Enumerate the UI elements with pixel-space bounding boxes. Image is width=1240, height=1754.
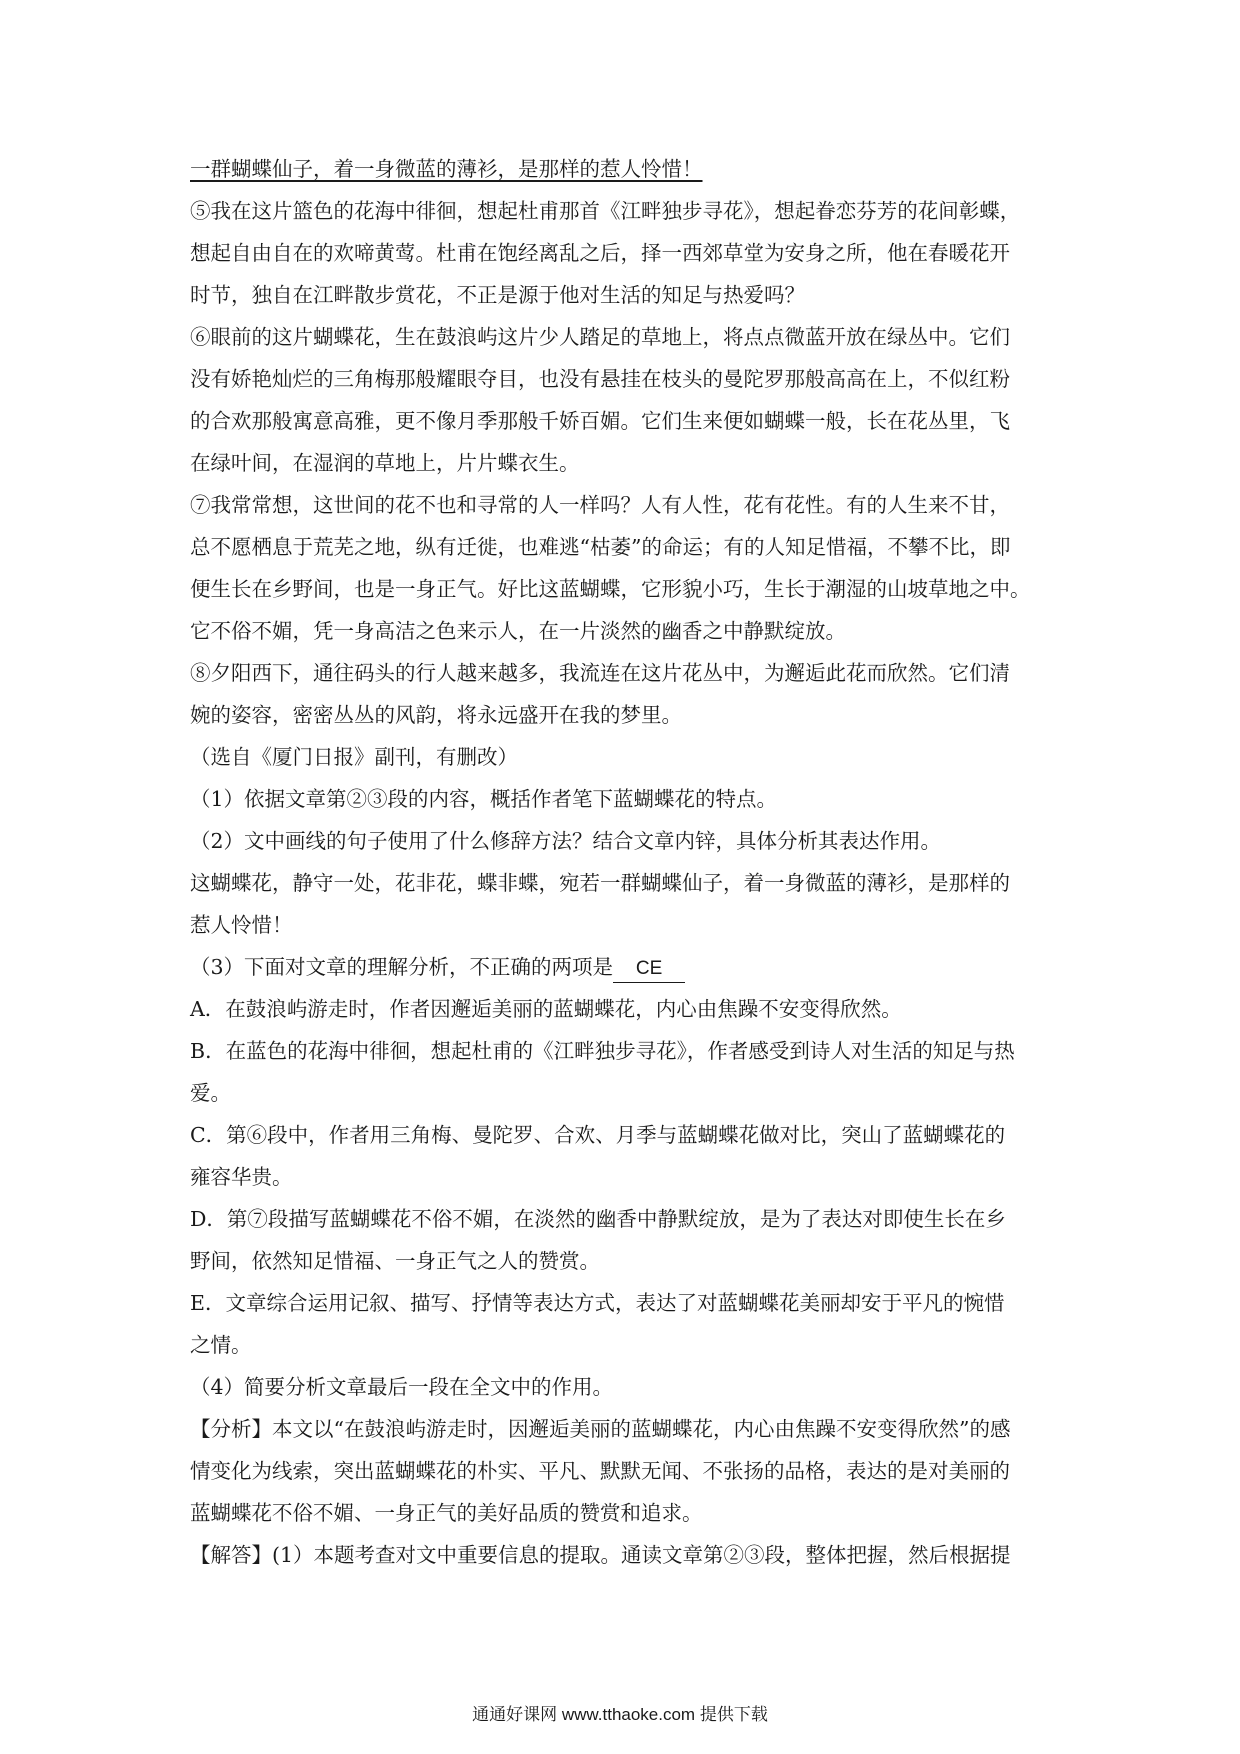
option-e-line-2: 之情。 — [190, 1333, 252, 1357]
option-c-line-2: 雍容华贵。 — [190, 1165, 293, 1189]
underlined-sentence: 一群蝴蝶仙子，着一身微蓝的薄衫，是那样的惹人怜惜！ — [190, 157, 703, 181]
option-d-line-1: D．第⑦段描写蓝蝴蝶花不俗不媚，在淡然的幽香中静默绽放，是为了表达对即使生长在乡 — [190, 1207, 1006, 1231]
analysis-line-2: 情变化为线索，突出蓝蝴蝶花的朴实、平凡、默默无闻、不张扬的品格，表达的是对美丽的 — [190, 1459, 1010, 1483]
solution-line-1: 【解答】(1）本题考查对文中重要信息的提取。通读文章第②③段，整体把握，然后根据提 — [190, 1543, 1011, 1567]
paragraph-7-line-3: 便生长在乡野间，也是一身正气。好比这蓝蝴蝶，它形貌小巧，生长于潮湿的山坡草地之中。 — [190, 577, 1031, 601]
option-c-line-1: C．第⑥段中，作者用三角梅、曼陀罗、合欢、月季与蓝蝴蝶花做对比，突山了蓝蝴蝶花的 — [190, 1123, 1006, 1147]
paragraph-7-line-2: 总不愿栖息于荒芜之地，纵有迁徙，也难逃“枯萎”的命运；有的人知足惜福，不攀不比，即 — [190, 535, 1011, 559]
analysis-line-1: 【分析】本文以“在鼓浪屿游走时，因邂逅美丽的蓝蝴蝶花，内心由焦躁不安变得欣然”的感 — [190, 1417, 1011, 1441]
option-b-line-2: 爱。 — [190, 1081, 231, 1105]
question-3 — [190, 946, 1058, 988]
quoted-sentence-line-2: 惹人怜惜！ — [190, 913, 293, 937]
paragraph-7-line-4: 它不俗不媚，凭一身高洁之色来示人，在一片淡然的幽香之中静默绽放。 — [190, 619, 846, 643]
quoted-sentence-line-1: 这蝴蝶花，静守一处，花非花，蝶非蝶，宛若一群蝴蝶仙子，着一身微蓝的薄衫，是那样的 — [190, 871, 1010, 895]
source-note: （选自《厦门日报》副刊，有删改） — [190, 745, 518, 769]
question-3-answer: CE — [613, 956, 685, 983]
option-d-line-2: 野间，依然知足惜福、一身正气之人的赞赏。 — [190, 1249, 600, 1273]
document-body — [190, 148, 1058, 1576]
paragraph-6-line-4: 在绿叶间，在湿润的草地上，片片蝶衣生。 — [190, 451, 580, 475]
paragraph-6-line-2: 没有娇艳灿烂的三角梅那般耀眼夺目，也没有悬挂在枝头的曼陀罗那般高高在上，不似红粉 — [190, 367, 1010, 391]
paragraph-7-line-1: ⑦我常常想，这世间的花不也和寻常的人一样吗？人有人性，花有花性。有的人生来不甘， — [190, 493, 1010, 517]
question-2: （2）文中画线的句子使用了什么修辞方法？结合文章内锌，具体分析其表达作用。 — [190, 829, 942, 853]
question-1: （1）依据文章第②③段的内容，概括作者笔下蓝蝴蝶花的特点。 — [190, 787, 778, 811]
page-footer: 通通好课网 www.tthaoke.com 提供下载 — [472, 1705, 768, 1724]
paragraph-8-line-2: 婉的姿容，密密丛丛的风韵，将永远盛开在我的梦里。 — [190, 703, 682, 727]
question-4: （4）简要分析文章最后一段在全文中的作用。 — [190, 1375, 614, 1399]
paragraph-5-line-3: 时节，独自在江畔散步赏花，不正是源于他对生活的知足与热爱吗？ — [190, 283, 805, 307]
paragraph-5-line-1: ⑤我在这片篮色的花海中徘徊，想起杜甫那首《江畔独步寻花》，想起眷恋芬芳的花间彰蝶， — [190, 199, 1021, 223]
question-3-text: （3）下面对文章的理解分析，不正确的两项是 — [190, 955, 614, 979]
analysis-line-3: 蓝蝴蝶花不俗不媚、一身正气的美好品质的赞赏和追求。 — [190, 1501, 703, 1525]
option-b-line-1: B．在蓝色的花海中徘徊，想起杜甫的《江畔独步寻花》，作者感受到诗人对生活的知足与热 — [190, 1039, 1015, 1063]
paragraph-6-line-1: ⑥眼前的这片蝴蝶花，生在鼓浪屿这片少人踏足的草地上，将点点微蓝开放在绿丛中。它们 — [190, 325, 1010, 349]
paragraph-6-line-3: 的合欢那般寓意高雅，更不像月季那般千娇百媚。它们生来便如蝴蝶一般，长在花丛里，飞 — [190, 409, 1010, 433]
paragraph-5-line-2: 想起自由自在的欢啼黄莺。杜甫在饱经离乱之后，择一西郊草堂为安身之所，他在春暖花开 — [190, 241, 1010, 265]
option-e-line-1: E．文章综合运用记叙、描写、抒情等表达方式，表达了对蓝蝴蝶花美丽却安于平凡的惋惜 — [190, 1291, 1005, 1315]
option-a: A．在鼓浪屿游走时，作者因邂逅美丽的蓝蝴蝶花，内心由焦躁不安变得欣然。 — [190, 997, 902, 1021]
paragraph-8-line-1: ⑧夕阳西下，通往码头的行人越来越多，我流连在这片花丛中，为邂逅此花而欣然。它们清 — [190, 661, 1010, 685]
